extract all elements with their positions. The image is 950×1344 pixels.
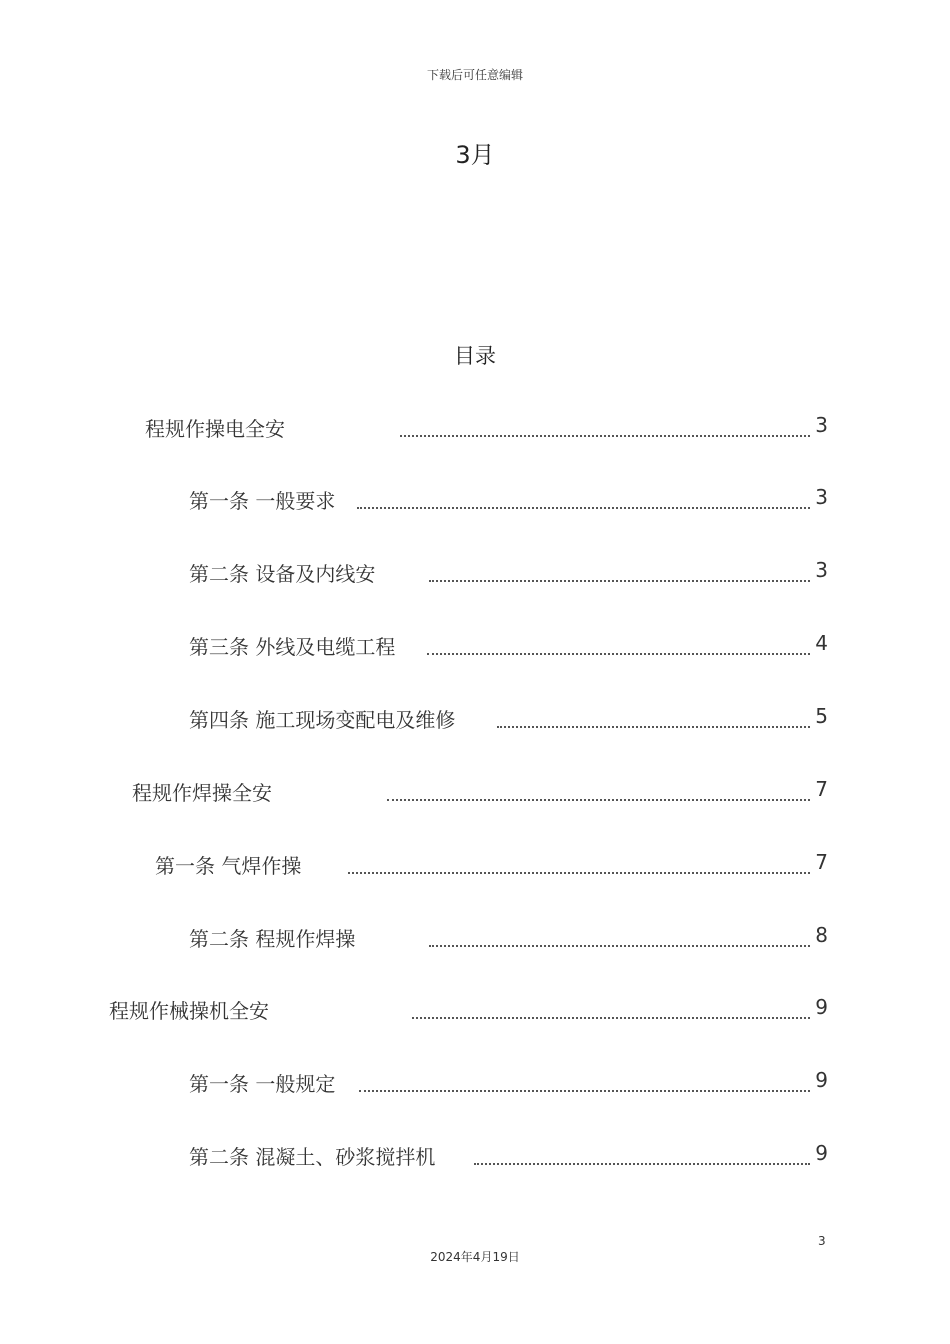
toc-entry-page: 3 xyxy=(815,485,828,509)
toc-entry-label: 第四条 施工现场变配电及维修 xyxy=(189,704,457,733)
toc-entry-page: 5 xyxy=(815,704,828,728)
toc-entry-page: 3 xyxy=(815,413,828,437)
toc-entry[interactable] xyxy=(145,413,828,443)
toc-entry-page: 9 xyxy=(815,995,828,1019)
toc-entry[interactable] xyxy=(109,995,828,1025)
toc-entry-page: 4 xyxy=(815,631,828,655)
toc-entry-label: 第一条 气焊作操 xyxy=(155,850,303,879)
toc-leader-dots xyxy=(474,1163,810,1165)
toc-title: 目录 xyxy=(454,344,496,368)
toc-entry[interactable] xyxy=(189,704,828,734)
toc-leader-dots xyxy=(357,507,810,509)
page-number: 3 xyxy=(818,1234,826,1248)
toc-entry[interactable] xyxy=(189,1141,828,1171)
toc-entry-label: 第二条 程规作焊操 xyxy=(189,923,357,952)
toc-leader-dots xyxy=(412,1017,810,1019)
toc-entry[interactable] xyxy=(189,485,828,515)
toc-entry-label: 第二条 设备及内线安 xyxy=(189,558,377,587)
toc-entry-label: 程规作焊操全安 xyxy=(132,777,274,806)
toc-entry-label: 程规作操电全安 xyxy=(145,413,287,442)
toc-entry-page: 8 xyxy=(815,923,828,947)
toc-leader-dots xyxy=(387,799,810,801)
toc-entry-page: 9 xyxy=(815,1068,828,1092)
toc-entry-label: 程规作械操机全安 xyxy=(109,995,271,1024)
toc-entry[interactable] xyxy=(132,777,828,807)
toc-entry-page: 7 xyxy=(815,850,828,874)
toc-leader-dots xyxy=(427,653,810,655)
toc-entry-page: 3 xyxy=(815,558,828,582)
toc-leader-dots xyxy=(359,1090,810,1092)
toc-entry-label: 第二条 混凝土、砂浆搅拌机 xyxy=(189,1141,437,1170)
toc-entry[interactable] xyxy=(155,850,828,880)
toc-leader-dots xyxy=(348,872,810,874)
document-month: 3月 xyxy=(455,141,495,169)
toc-leader-dots xyxy=(497,726,810,728)
toc-entry[interactable] xyxy=(189,631,828,661)
toc-entry-label: 第三条 外线及电缆工程 xyxy=(189,631,397,660)
toc-entry-page: 9 xyxy=(815,1141,828,1165)
toc-entry[interactable] xyxy=(189,558,828,588)
toc-entry-label: 第一条 一般要求 xyxy=(189,485,337,514)
toc-entry-label: 第一条 一般规定 xyxy=(189,1068,337,1097)
toc-entry-page: 7 xyxy=(815,777,828,801)
toc-leader-dots xyxy=(400,435,810,437)
toc-entry[interactable] xyxy=(189,1068,828,1098)
footer-date: 2024年4月19日 xyxy=(430,1250,520,1264)
page-header: 下载后可任意编辑 xyxy=(426,68,523,82)
toc-leader-dots xyxy=(429,580,810,582)
toc-leader-dots xyxy=(429,945,810,947)
toc-entry[interactable] xyxy=(189,923,828,953)
